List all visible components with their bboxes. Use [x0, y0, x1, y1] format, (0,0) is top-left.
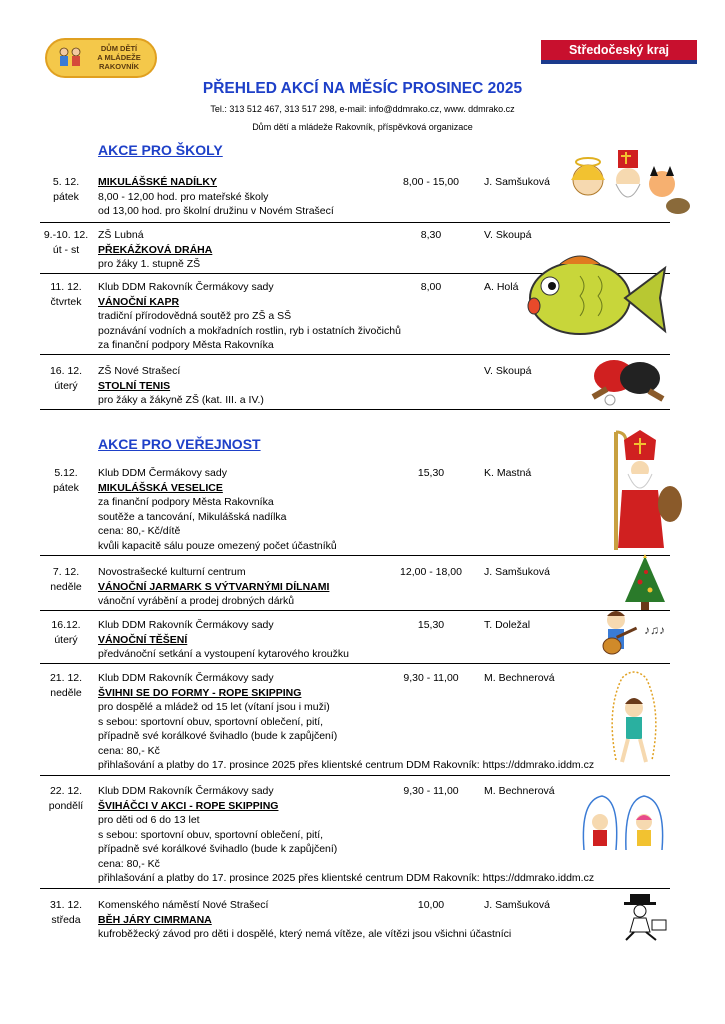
- event-row: [40, 364, 670, 410]
- svg-text:♪♫♪: ♪♫♪: [644, 623, 665, 637]
- saint-nicholas-illustration: [604, 430, 684, 552]
- event-body: Klub DDM Rakovník Čermákovy sady VÁNOČNÍ KAPR tradiční přírodovědná soutěž pro ZŠ a SŠ poznávání vodních a mokřadních rostlin, ryb i ostatních živočichů za finanční podpory Města Rakovníka: [98, 281, 401, 351]
- christmas-tree-icon: [620, 554, 670, 612]
- event-body: MIKULÁŠSKÉ NADÍLKY 8,00 - 12,00 hod. pro mateřské školy od 13,00 hod. pro školní družinu v Novém Strašecí: [98, 176, 334, 217]
- event-person: V. Skoupá: [484, 365, 532, 377]
- event-time: 8,30: [420, 229, 442, 241]
- page-title: PŘEHLED AKCÍ NA MĚSÍC PROSINEC 2025: [202, 80, 523, 97]
- event-time: 9,30 - 11,00: [403, 672, 459, 684]
- event-date: 11. 12. čtvrtek: [50, 281, 82, 308]
- event-person: K. Mastná: [484, 467, 532, 479]
- carp-fish-illustration: [520, 246, 670, 346]
- event-date: 5.12. pátek: [53, 467, 79, 494]
- ddm-logo: [45, 38, 157, 78]
- event-time: 15,30: [417, 467, 445, 479]
- rope-skipping-kids-illustration: [576, 790, 668, 866]
- event-date: 16. 12. úterý: [49, 365, 83, 392]
- event-date: 22. 12. pondělí: [48, 785, 84, 812]
- event-person: J. Samšuková: [484, 899, 550, 911]
- event-row: [40, 898, 670, 943]
- rope-skipping-girl-illustration: [602, 670, 666, 776]
- event-person: J. Samšuková: [484, 566, 550, 578]
- event-row: [40, 671, 670, 776]
- event-body: Klub DDM Čermákovy sady MIKULÁŠSKÁ VESELICE za finanční podpory Města Rakovníka soutěže a tancování, Mikulášská nadílka cena: 80,- Kč/dítě kvůli kapacitě sálu pouze omezený počet účastníků: [98, 467, 337, 552]
- event-person: A. Holá: [484, 281, 519, 293]
- cimrman-runner-icon: [612, 892, 670, 942]
- event-time: 9,30 - 11,00: [403, 785, 459, 797]
- region-badge: Středočeský kraj: [541, 40, 697, 60]
- event-body: Novostrašecké kulturní centrum VÁNOČNÍ JARMARK S VÝTVARNÝMI DÍLNAMI vánoční vyrábění a prodej drobných dárků: [98, 566, 330, 607]
- event-date: 7. 12. neděle: [50, 566, 82, 593]
- logo-text: DŮM DĚTÍ A MLÁDEŽE RAKOVNÍK: [97, 44, 141, 71]
- event-time: 12,00 - 18,00: [400, 566, 462, 578]
- event-date: 5. 12. pátek: [52, 176, 80, 203]
- table-tennis-paddles-icon: [584, 352, 668, 410]
- event-time: 10,00: [417, 899, 445, 911]
- event-body: Klub DDM Rakovník Čermákovy sady ŠVIHÁČCI V AKCI - ROPE SKIPPING pro děti od 6 do 13 let s sebou: sportovní obuv, sportovní oblečení, pití, případně své korálkové švihadlo (bude k zapůjčení) cena: 80,- Kč přihlašování a platby do 17. prosince 2025 přes klientské centrum DDM Rakovník: https://ddmrako.iddm.cz: [98, 785, 595, 884]
- event-person: M. Bechnerová: [484, 785, 555, 797]
- event-body: Komenského náměstí Nové Strašecí BĚH JÁRY CIMRMANA kufroběžecký závod pro děti i dospělé, který nemá vítěze, ale vítězi jsou všichni účastníci: [98, 899, 512, 940]
- event-person: V. Skoupá: [484, 229, 532, 241]
- event-date: 21. 12. neděle: [49, 672, 83, 699]
- section-schools-heading: AKCE PRO ŠKOLY: [98, 142, 223, 158]
- event-date: 16.12. úterý: [51, 619, 81, 646]
- event-person: J. Samšuková: [484, 176, 550, 188]
- event-time: 8,00 - 15,00: [402, 176, 460, 188]
- event-date: 9.-10. 12. út - st: [43, 229, 89, 256]
- event-row: [40, 466, 670, 556]
- event-time: 8,00: [420, 281, 442, 293]
- event-time: 15,30: [417, 619, 445, 631]
- event-person: T. Doležal: [484, 619, 531, 631]
- event-body: ZŠ Nové Strašecí STOLNÍ TENIS pro žáky a žákyně ZŠ (kat. III. a IV.): [98, 365, 264, 406]
- children-icon: [55, 44, 85, 74]
- section-public-heading: AKCE PRO VEŘEJNOST: [98, 436, 261, 452]
- event-date: 31. 12. středa: [49, 899, 83, 926]
- event-body: Klub DDM Rakovník Čermákovy sady ŠVIHNI SE DO FORMY - ROPE SKIPPING pro dospělé a mládež od 15 let (vítaní jsou i muži) s sebou: sportovní obuv, sportovní oblečení, pití, případně své korálkové švihadlo (bude k zapůjčení) cena: 80,- Kč přihlašování a platby do 17. prosince 2025 přes klientské centrum DDM Rakovník: https://ddmrako.iddm.cz: [98, 672, 595, 771]
- guitar-player-icon: [596, 606, 680, 660]
- event-row: [40, 618, 670, 664]
- contact-line: Tel.: 313 512 467, 313 517 298, e-mail: info@ddmrako.cz, www. ddmrako.cz: [210, 104, 515, 114]
- region-stripe: [541, 60, 697, 64]
- saint-nicholas-angel-devil-illustration: [566, 140, 692, 216]
- event-row: [40, 565, 670, 611]
- event-body: ZŠ Lubná PŘEKÁŽKOVÁ DRÁHA pro žáky 1. stupně ZŠ: [98, 229, 213, 270]
- organization-line: Dům dětí a mládeže Rakovník, příspěvková organizace: [252, 122, 473, 132]
- event-person: M. Bechnerová: [484, 672, 555, 684]
- event-body: Klub DDM Rakovník Čermákovy sady VÁNOČNÍ TĚŠENÍ předvánoční setkání a vystoupení kytarového kroužku: [98, 619, 349, 660]
